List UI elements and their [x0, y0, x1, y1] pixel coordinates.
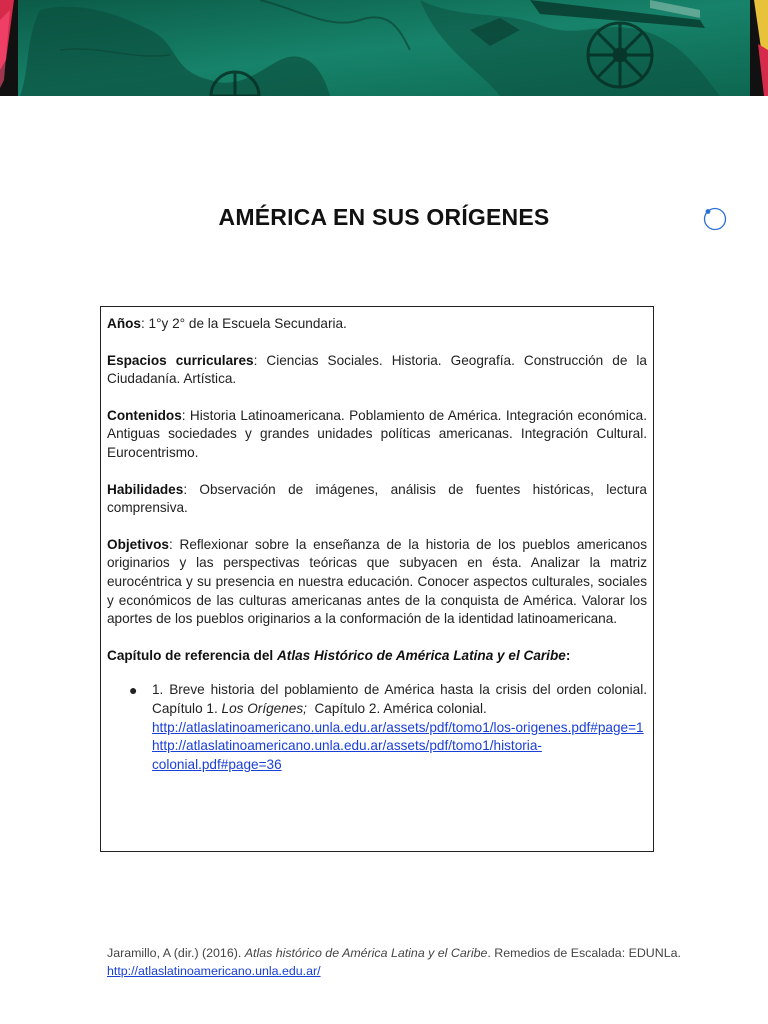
circle-icon [703, 207, 727, 231]
page-title: AMÉRICA EN SUS ORÍGENES [218, 204, 550, 230]
objectives-label: Objetivos [107, 536, 169, 552]
banner-map-illustration [0, 0, 768, 96]
objectives-paragraph [107, 536, 647, 629]
list-item [129, 681, 647, 774]
reference-label: Capítulo de referencia del [107, 647, 277, 663]
contents-label: Contenidos [107, 407, 182, 423]
footer-link[interactable]: http://atlaslatinoamericano.unla.edu.ar/ [107, 964, 321, 978]
citation-start: Jaramillo, A (dir.) (2016). [107, 946, 245, 960]
item-text: 1. Breve historia del poblamiento de América hasta la crisis del orden colonial. Capítulo 1. [152, 682, 647, 716]
skills-label: Habilidades [107, 481, 184, 497]
item-chapter-1: Los Orígenes; [221, 700, 307, 716]
years-text: : 1°y 2° de la Escuela Secundaria. [140, 316, 347, 331]
contents-text: : Historia Latinoamericana. Poblamiento de América. Integración económica. Antiguas sociedades y grandes unidades políticas americanas. Integración Cultural. Eurocentrismo. [107, 407, 647, 460]
reference-colon: : [565, 647, 571, 663]
header-banner [0, 0, 768, 96]
reference-title: Atlas Histórico de América Latina y el Caribe [276, 647, 566, 663]
years-paragraph [107, 315, 647, 334]
years-label: Años [107, 316, 141, 331]
citation-line [107, 944, 707, 962]
skills-paragraph [107, 481, 647, 518]
contents-paragraph [107, 407, 647, 463]
spaces-label: Espacios curriculares [107, 352, 254, 368]
item-chapter-2: Capítulo 2. América colonial. [306, 700, 487, 716]
objectives-text: : Reflexionar sobre la enseñanza de la historia de los pueblos americanos originarios y las perspectivas teóricas que subyacen en ésta. Analizar la matriz eurocéntrica y su presencia en nuestra educación. Conocer aspectos culturales, sociales y económicos de las culturas americanas antes de la conquista de América. Valorar los aportes de los pueblos originarios a la conformación de la identidad latinoamericana. [107, 536, 647, 627]
reference-paragraph [107, 647, 647, 666]
spaces-text: : Ciencias Sociales. Historia. Geografía. Construcción de la Ciudadanía. Artística. [107, 352, 647, 387]
link-los-origenes[interactable]: http://atlaslatinoamericano.unla.edu.ar/assets/pdf/tomo1/los-origenes.pdf#page=1 [152, 719, 644, 735]
activity-info-box [100, 306, 654, 852]
link-historia-colonial[interactable]: http://atlaslatinoamericano.unla.edu.ar/assets/pdf/tomo1/historia-colonial.pdf#page=36 [152, 738, 542, 772]
footer-citation [107, 944, 707, 980]
reference-list [107, 681, 647, 774]
citation-title: Atlas histórico de América Latina y el Caribe [244, 946, 488, 960]
citation-end: . Remedios de Escalada: EDUNLa. [487, 946, 681, 960]
bullet-icon: ● [129, 682, 138, 699]
skills-text: : Observación de imágenes, análisis de fuentes históricas, lectura comprensiva. [107, 481, 647, 516]
spaces-paragraph [107, 352, 647, 389]
